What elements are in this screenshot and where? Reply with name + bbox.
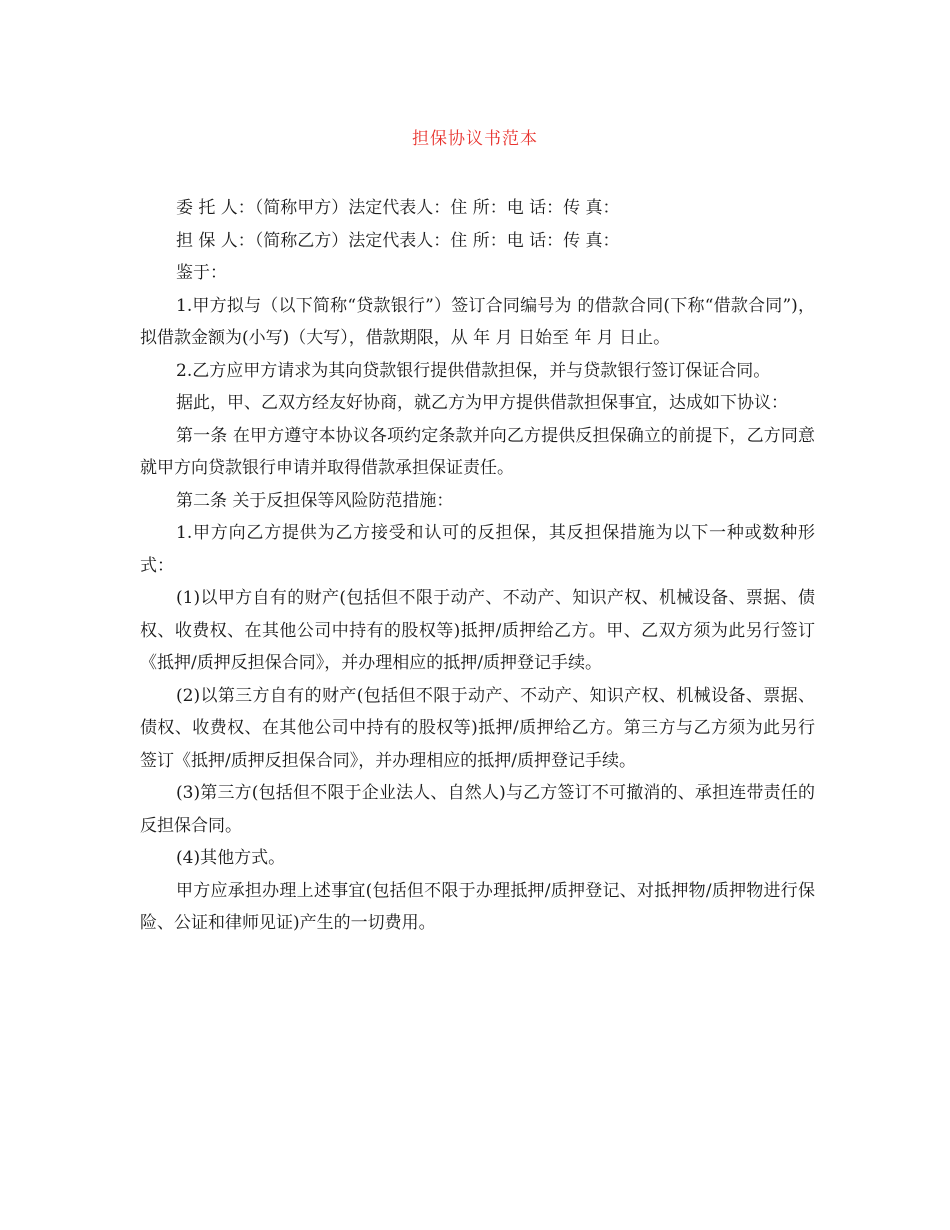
paragraph-recital-1: 1.甲方拟与（以下简称“贷款银行”）签订合同编号为 的借款合同(下称“借款合同”)，拟借款金额为(小写)（大写），借款期限，从 年 月 日始至 年 月 日止。 bbox=[140, 295, 815, 348]
paragraph-article-2-heading: 第二条 关于反担保等风险防范措施： bbox=[176, 490, 454, 511]
paragraph-whereas: 鉴于： bbox=[176, 263, 227, 283]
paragraph-option-1: (1)以甲方自有的财产(包括但不限于动产、不动产、知识产权、机械设备、票据、债权、收费权、在其他公司中持有的股权等)抵押/质押给乙方。甲、乙双方须为此另行签订《抵押/质押反担保合同》，并办理相应的抵押/质押登记手续。 bbox=[140, 588, 815, 673]
paragraph-option-4: (4)其他方式。 bbox=[176, 848, 286, 868]
paragraph-agreement-intro: 据此，甲、乙双方经友好协商，就乙方为甲方提供借款担保事宜，达成如下协议： bbox=[176, 393, 788, 413]
paragraph-principal: 委 托 人：（简称甲方）法定代表人：住 所：电 话：传 真： bbox=[176, 198, 620, 218]
paragraph-article-2-item-1: 1.甲方向乙方提供为乙方接受和认可的反担保，其反担保措施为以下一种或数种形式： bbox=[140, 523, 815, 576]
paragraph-recital-2: 2.乙方应甲方请求为其向贷款银行提供借款担保，并与贷款银行签订保证合同。 bbox=[176, 360, 771, 381]
paragraph-option-3: (3)第三方(包括但不限于企业法人、自然人)与乙方签订不可撤消的、承担连带责任的反担保合同。 bbox=[140, 783, 815, 836]
paragraph-guarantor: 担 保 人：（简称乙方）法定代表人：住 所：电 话：传 真： bbox=[176, 230, 620, 251]
document-body bbox=[140, 192, 815, 940]
paragraph-article-1: 第一条 在甲方遵守本协议各项约定条款并向乙方提供反担保确立的前提下，乙方同意就甲方向贷款银行申请并取得借款承担保证责任。 bbox=[140, 425, 815, 478]
paragraph-option-2: (2)以第三方自有的财产(包括但不限于动产、不动产、知识产权、机械设备、票据、债权、收费权、在其他公司中持有的股权等)抵押/质押给乙方。第三方与乙方须为此另行签订《抵押/质押反担保合同》，并办理相应的抵押/质押登记手续。 bbox=[140, 685, 815, 771]
document-title: 担保协议书范本 bbox=[412, 129, 538, 149]
paragraph-costs: 甲方应承担办理上述事宜(包括但不限于办理抵押/质押登记、对抵押物/质押物进行保险、公证和律师见证)产生的一切费用。 bbox=[140, 880, 815, 933]
